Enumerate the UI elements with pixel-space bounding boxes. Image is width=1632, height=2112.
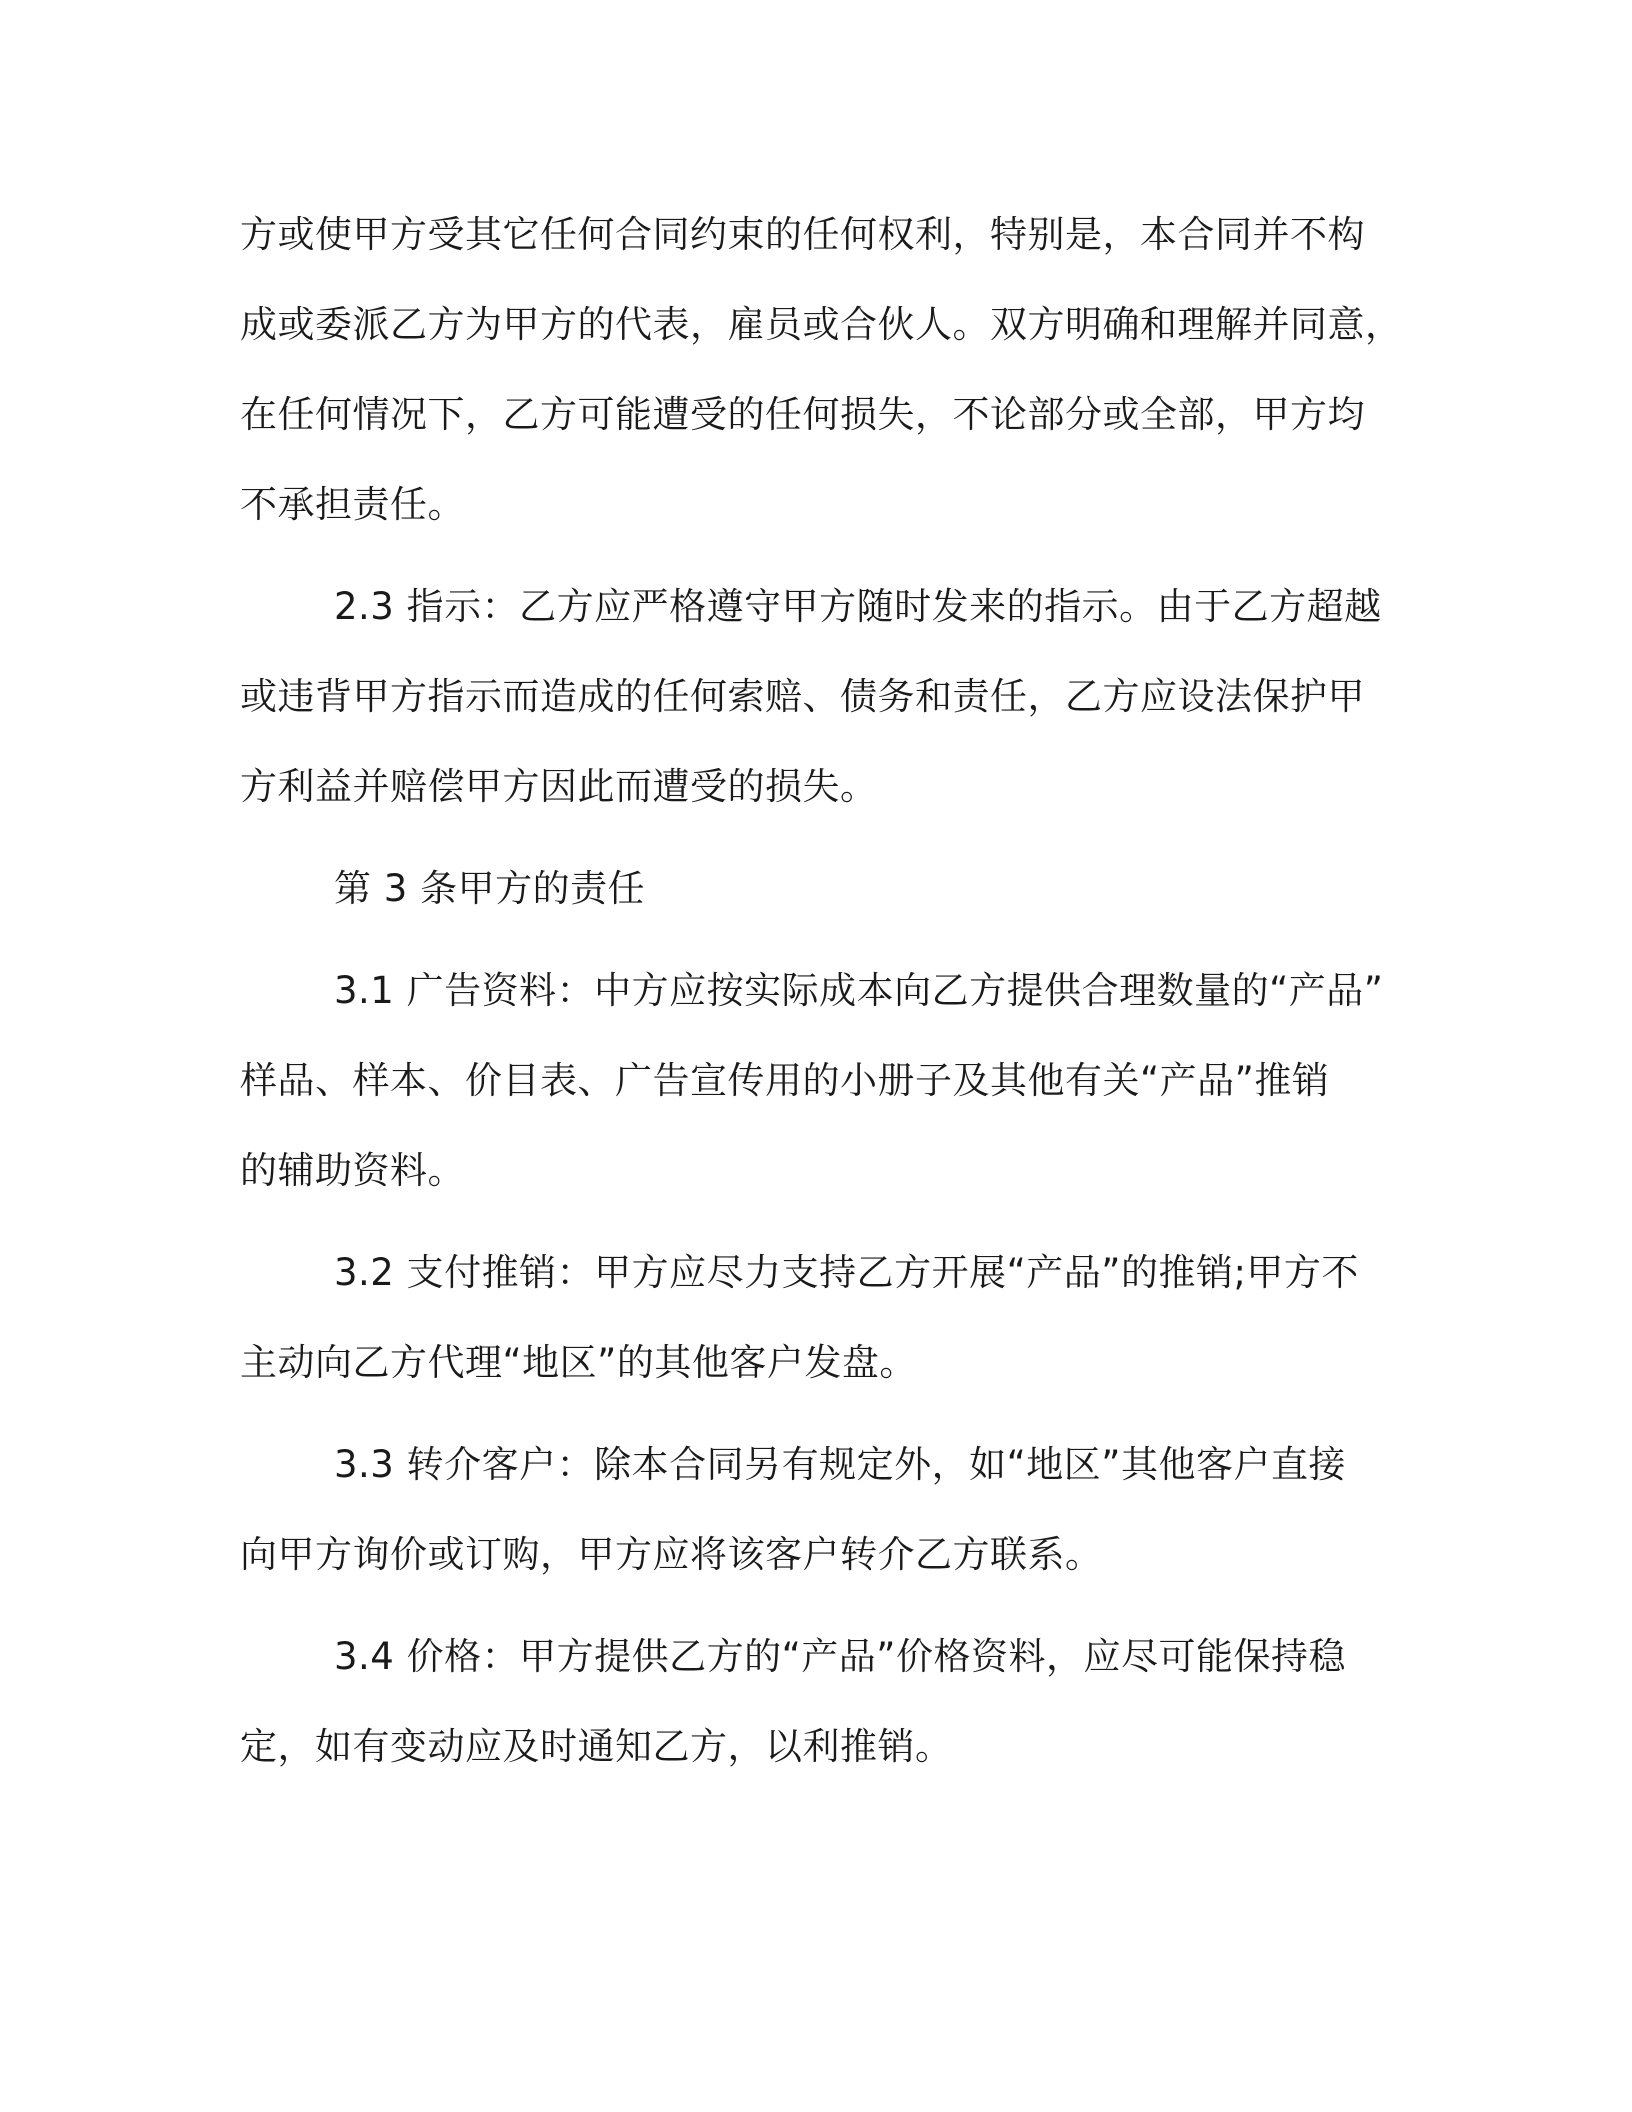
paragraph-clause-3-4 (240, 1612, 1390, 1792)
section-heading: 第 3 条甲方的责任 (334, 867, 646, 910)
paragraph-clause-2-3 (240, 562, 1390, 832)
text-line: 不承担责任。 (240, 483, 465, 526)
document-body (240, 190, 1403, 1792)
paragraph-spacer (240, 832, 1390, 844)
text-line: 方利益并赔偿甲方因此而遭受的损失。 (240, 765, 878, 808)
paragraph-spacer (240, 1216, 1390, 1228)
text-line: 成或委派乙方为甲方的代表，雇员或合伙人。双方明确和理解并同意， (240, 303, 1403, 346)
paragraph-spacer (240, 934, 1390, 946)
text-line: 或违背甲方指示而造成的任何索赔、债务和责任，乙方应设法保护甲 (240, 675, 1365, 718)
text-line: 方或使甲方受其它任何合同约束的任何权利，特别是，本合同并不构 (240, 213, 1365, 256)
text-line: 向甲方询价或订购，甲方应将该客户转介乙方联系。 (240, 1533, 1103, 1576)
text-line: 定，如有变动应及时通知乙方，以利推销。 (240, 1725, 953, 1768)
paragraph-clause-3-2 (240, 1228, 1390, 1408)
text-line: 3.3 转介客户：除本合同另有规定外，如“地区”其他客户直接 (334, 1443, 1346, 1486)
text-line: 主动向乙方代理“地区”的其他客户发盘。 (240, 1341, 917, 1384)
paragraph-spacer (240, 550, 1390, 562)
paragraph-article-3-heading (240, 844, 1390, 934)
text-line: 3.4 价格：甲方提供乙方的“产品”价格资料，应尽可能保持稳 (334, 1635, 1346, 1678)
paragraph-clause-3-1 (240, 946, 1390, 1216)
text-line: 在任何情况下，乙方可能遭受的任何损失，不论部分或全部，甲方均 (240, 393, 1365, 436)
text-line: 3.1 广告资料：中方应按实际成本向乙方提供合理数量的“产品” (334, 969, 1384, 1012)
paragraph-spacer (240, 1408, 1390, 1420)
paragraph-clause-3-3 (240, 1420, 1390, 1600)
paragraph-spacer (240, 1600, 1390, 1612)
text-line: 2.3 指示：乙方应严格遵守甲方随时发来的指示。由于乙方超越 (334, 585, 1382, 628)
text-line: 3.2 支付推销：甲方应尽力支持乙方开展“产品”的推销;甲方不 (334, 1251, 1359, 1294)
text-line: 样品、样本、价目表、广告宣传用的小册子及其他有关“产品”推销 (240, 1059, 1330, 1102)
text-line: 的辅助资料。 (240, 1149, 465, 1192)
paragraph-continuation (240, 190, 1403, 550)
